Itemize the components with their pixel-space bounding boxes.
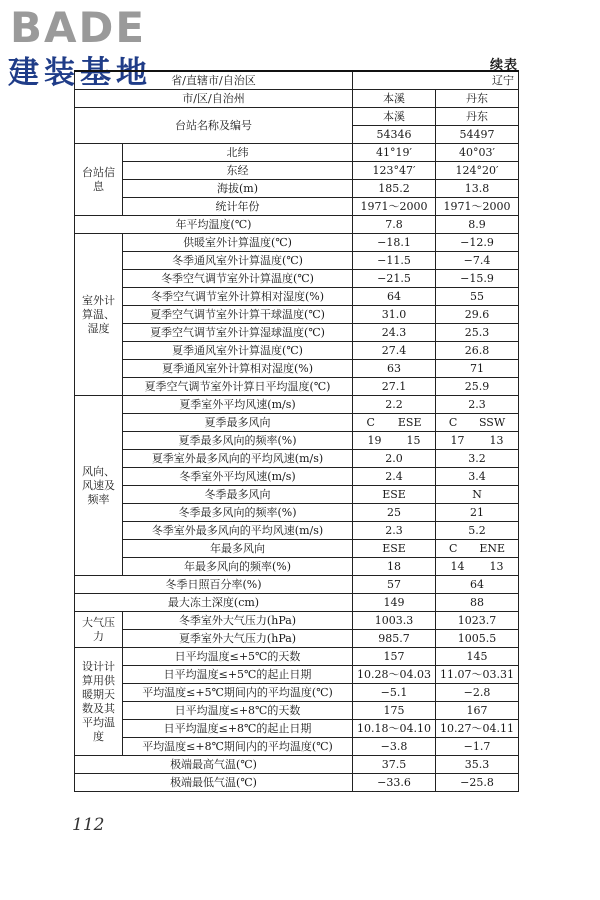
cell-value: −33.6: [353, 774, 436, 792]
cell-value: 1003.3: [353, 612, 436, 630]
table-row: [75, 558, 519, 576]
logo-chinese-text: 建装基地: [8, 55, 152, 91]
cell-value: −1.7: [436, 738, 519, 756]
cell-part: 19: [367, 433, 382, 447]
cell-value: [353, 432, 436, 450]
table-row: [75, 612, 519, 630]
cell-value: 26.8: [436, 342, 519, 360]
cell-value: 1005.5: [436, 630, 519, 648]
table-row: [75, 540, 519, 558]
table-row: [75, 630, 519, 648]
row-label: 日平均温度≤+8℃的起止日期: [123, 720, 353, 738]
cell-value: −18.1: [353, 234, 436, 252]
row-label: 冬季日照百分率(%): [75, 576, 353, 594]
row-label: 日平均温度≤+5℃的起止日期: [123, 666, 353, 684]
cell-part: C: [366, 415, 375, 429]
table-row: [75, 774, 519, 792]
table-row: [75, 594, 519, 612]
row-label: 冬季空气调节室外计算相对湿度(%): [123, 288, 353, 306]
cell-value: ESE: [353, 540, 436, 558]
table-row: [75, 342, 519, 360]
table-row: [75, 450, 519, 468]
table-row: [75, 648, 519, 666]
row-label: 夏季空气调节室外计算日平均温度(℃): [123, 378, 353, 396]
cell-value: 64: [353, 288, 436, 306]
table-row: [75, 432, 519, 450]
table-row: [75, 162, 519, 180]
cell-value: 25.9: [436, 378, 519, 396]
table-row: [75, 756, 519, 774]
cell-value: −5.1: [353, 684, 436, 702]
city-value-2: 丹东: [436, 90, 519, 108]
row-label: 最大冻土深度(cm): [75, 594, 353, 612]
table-row: [75, 396, 519, 414]
table-row: [75, 71, 519, 90]
row-label: 冬季室外最多风向的平均风速(m/s): [123, 522, 353, 540]
cell-value: 2.3: [353, 522, 436, 540]
table-row: [75, 486, 519, 504]
table-row: [75, 144, 519, 162]
cell-value: 21: [436, 504, 519, 522]
row-label: 夏季最多风向的频率(%): [123, 432, 353, 450]
row-label: 冬季室外大气压力(hPa): [123, 612, 353, 630]
cell-value: −12.9: [436, 234, 519, 252]
row-label: 冬季通风室外计算温度(℃): [123, 252, 353, 270]
table-row: [75, 270, 519, 288]
cell-value: −15.9: [436, 270, 519, 288]
cell-value: 25: [353, 504, 436, 522]
cell-value: 2.4: [353, 468, 436, 486]
cell-part: 14: [450, 559, 465, 573]
cell-value: 10.27～04.11: [436, 720, 519, 738]
cell-value: 10.18～04.10: [353, 720, 436, 738]
table-row: [75, 324, 519, 342]
station-name-2: 丹东: [436, 108, 519, 126]
row-label: 夏季室外最多风向的平均风速(m/s): [123, 450, 353, 468]
cell-value: 157: [353, 648, 436, 666]
province-value: 辽宁: [353, 71, 519, 90]
cell-value: 123°47′: [353, 162, 436, 180]
cell-value: 985.7: [353, 630, 436, 648]
row-label: 年最多风向的频率(%): [123, 558, 353, 576]
city-label: 市/区/自治州: [75, 90, 353, 108]
group-heating: 设计计算用供暖期天数及其平均温度: [75, 648, 123, 756]
table-row: [75, 576, 519, 594]
cell-value: 63: [353, 360, 436, 378]
cell-value: −11.5: [353, 252, 436, 270]
cell-value: 27.4: [353, 342, 436, 360]
cell-value: 29.6: [436, 306, 519, 324]
row-label: 夏季室外大气压力(hPa): [123, 630, 353, 648]
cell-value: 2.3: [436, 396, 519, 414]
row-label: 冬季最多风向: [123, 486, 353, 504]
row-label: 冬季最多风向的频率(%): [123, 504, 353, 522]
row-label: 夏季最多风向: [123, 414, 353, 432]
cell-value: 64: [436, 576, 519, 594]
logo-wordmark: BADE: [10, 3, 147, 52]
cell-part: C: [448, 541, 458, 555]
cell-part: ESE: [397, 415, 422, 429]
row-label: 夏季空气调节室外计算干球温度(℃): [123, 306, 353, 324]
cell-value: N: [436, 486, 519, 504]
cell-value: 57: [353, 576, 436, 594]
cell-value: [436, 432, 519, 450]
row-label: 供暖室外计算温度(℃): [123, 234, 353, 252]
cell-value: 2.2: [353, 396, 436, 414]
continued-label: 续表: [489, 58, 518, 73]
cell-value: [436, 540, 519, 558]
row-label: 北纬: [123, 144, 353, 162]
cell-value: 55: [436, 288, 519, 306]
cell-value: 1971～2000: [353, 198, 436, 216]
row-label: 日平均温度≤+5℃的天数: [123, 648, 353, 666]
row-label: 年平均温度(℃): [75, 216, 353, 234]
cell-value: −7.4: [436, 252, 519, 270]
group-outdoor: 室外计算温、湿度: [75, 234, 123, 396]
table-row: [75, 252, 519, 270]
cell-value: −25.8: [436, 774, 519, 792]
cell-value: 3.4: [436, 468, 519, 486]
cell-value: 71: [436, 360, 519, 378]
cell-value: 31.0: [353, 306, 436, 324]
cell-value: −21.5: [353, 270, 436, 288]
cell-value: ESE: [353, 486, 436, 504]
station-label: 台站名称及编号: [75, 108, 353, 144]
group-pressure: 大气压力: [75, 612, 123, 648]
row-label: 极端最低气温(℃): [75, 774, 353, 792]
table-row: [75, 216, 519, 234]
cell-value: 175: [353, 702, 436, 720]
row-label: 冬季空气调节室外计算温度(℃): [123, 270, 353, 288]
cell-value: 124°20′: [436, 162, 519, 180]
cell-part: ENE: [479, 541, 506, 555]
cell-value: 1023.7: [436, 612, 519, 630]
row-label: 年最多风向: [123, 540, 353, 558]
cell-value: 35.3: [436, 756, 519, 774]
station-id-1: 54346: [353, 126, 436, 144]
cell-value: 18: [353, 558, 436, 576]
cell-value: 3.2: [436, 450, 519, 468]
cell-value: 185.2: [353, 180, 436, 198]
cell-value: 37.5: [353, 756, 436, 774]
cell-value: 167: [436, 702, 519, 720]
row-label: 夏季空气调节室外计算湿球温度(℃): [123, 324, 353, 342]
table-row: [75, 198, 519, 216]
cell-value: 88: [436, 594, 519, 612]
row-label: 冬季室外平均风速(m/s): [123, 468, 353, 486]
cell-value: 145: [436, 648, 519, 666]
cell-value: [353, 414, 436, 432]
cell-value: 40°03′: [436, 144, 519, 162]
table-row: [75, 288, 519, 306]
cell-value: 1971～2000: [436, 198, 519, 216]
province-label: 省/直辖市/自治区: [75, 71, 353, 90]
table-row: [75, 684, 519, 702]
cell-value: 13.8: [436, 180, 519, 198]
climate-parameter-table: [74, 70, 519, 792]
row-label: 统计年份: [123, 198, 353, 216]
table-row: [75, 180, 519, 198]
table-row: [75, 504, 519, 522]
table-row: [75, 738, 519, 756]
table-row: [75, 108, 519, 126]
city-value-1: 本溪: [353, 90, 436, 108]
cell-value: 2.0: [353, 450, 436, 468]
station-name-1: 本溪: [353, 108, 436, 126]
table-row: [75, 702, 519, 720]
row-label: 夏季室外平均风速(m/s): [123, 396, 353, 414]
row-label: 极端最高气温(℃): [75, 756, 353, 774]
group-wind: 风向、风速及频率: [75, 396, 123, 576]
cell-value: −3.8: [353, 738, 436, 756]
cell-value: 149: [353, 594, 436, 612]
cell-part: 17: [450, 433, 465, 447]
cell-part: C: [448, 415, 458, 429]
cell-value: 27.1: [353, 378, 436, 396]
cell-value: 11.07～03.31: [436, 666, 519, 684]
row-label: 平均温度≤+5℃期间内的平均温度(℃): [123, 684, 353, 702]
table-row: [75, 306, 519, 324]
row-label: 海拔(m): [123, 180, 353, 198]
table-row: [75, 720, 519, 738]
cell-part: 13: [489, 433, 504, 447]
cell-part: 13: [489, 559, 504, 573]
table-row: [75, 414, 519, 432]
cell-value: 10.28～04.03: [353, 666, 436, 684]
cell-value: 5.2: [436, 522, 519, 540]
cell-part: SSW: [478, 415, 506, 429]
table-row: [75, 522, 519, 540]
table-row: [75, 378, 519, 396]
cell-value: [436, 414, 519, 432]
cell-value: [436, 558, 519, 576]
cell-value: 25.3: [436, 324, 519, 342]
table-row: [75, 468, 519, 486]
cell-value: −2.8: [436, 684, 519, 702]
table-row: [75, 90, 519, 108]
cell-value: 8.9: [436, 216, 519, 234]
cell-value: 7.8: [353, 216, 436, 234]
page-number: 112: [72, 815, 105, 835]
row-label: 平均温度≤+8℃期间内的平均温度(℃): [123, 738, 353, 756]
group-station-info: 台站信息: [75, 144, 123, 216]
table-row: [75, 234, 519, 252]
cell-value: 41°19′: [353, 144, 436, 162]
table-row: [75, 666, 519, 684]
station-id-2: 54497: [436, 126, 519, 144]
cell-part: 15: [406, 433, 421, 447]
row-label: 夏季通风室外计算相对湿度(%): [123, 360, 353, 378]
row-label: 日平均温度≤+8℃的天数: [123, 702, 353, 720]
cell-value: 24.3: [353, 324, 436, 342]
row-label: 夏季通风室外计算温度(℃): [123, 342, 353, 360]
table-row: [75, 360, 519, 378]
row-label: 东经: [123, 162, 353, 180]
